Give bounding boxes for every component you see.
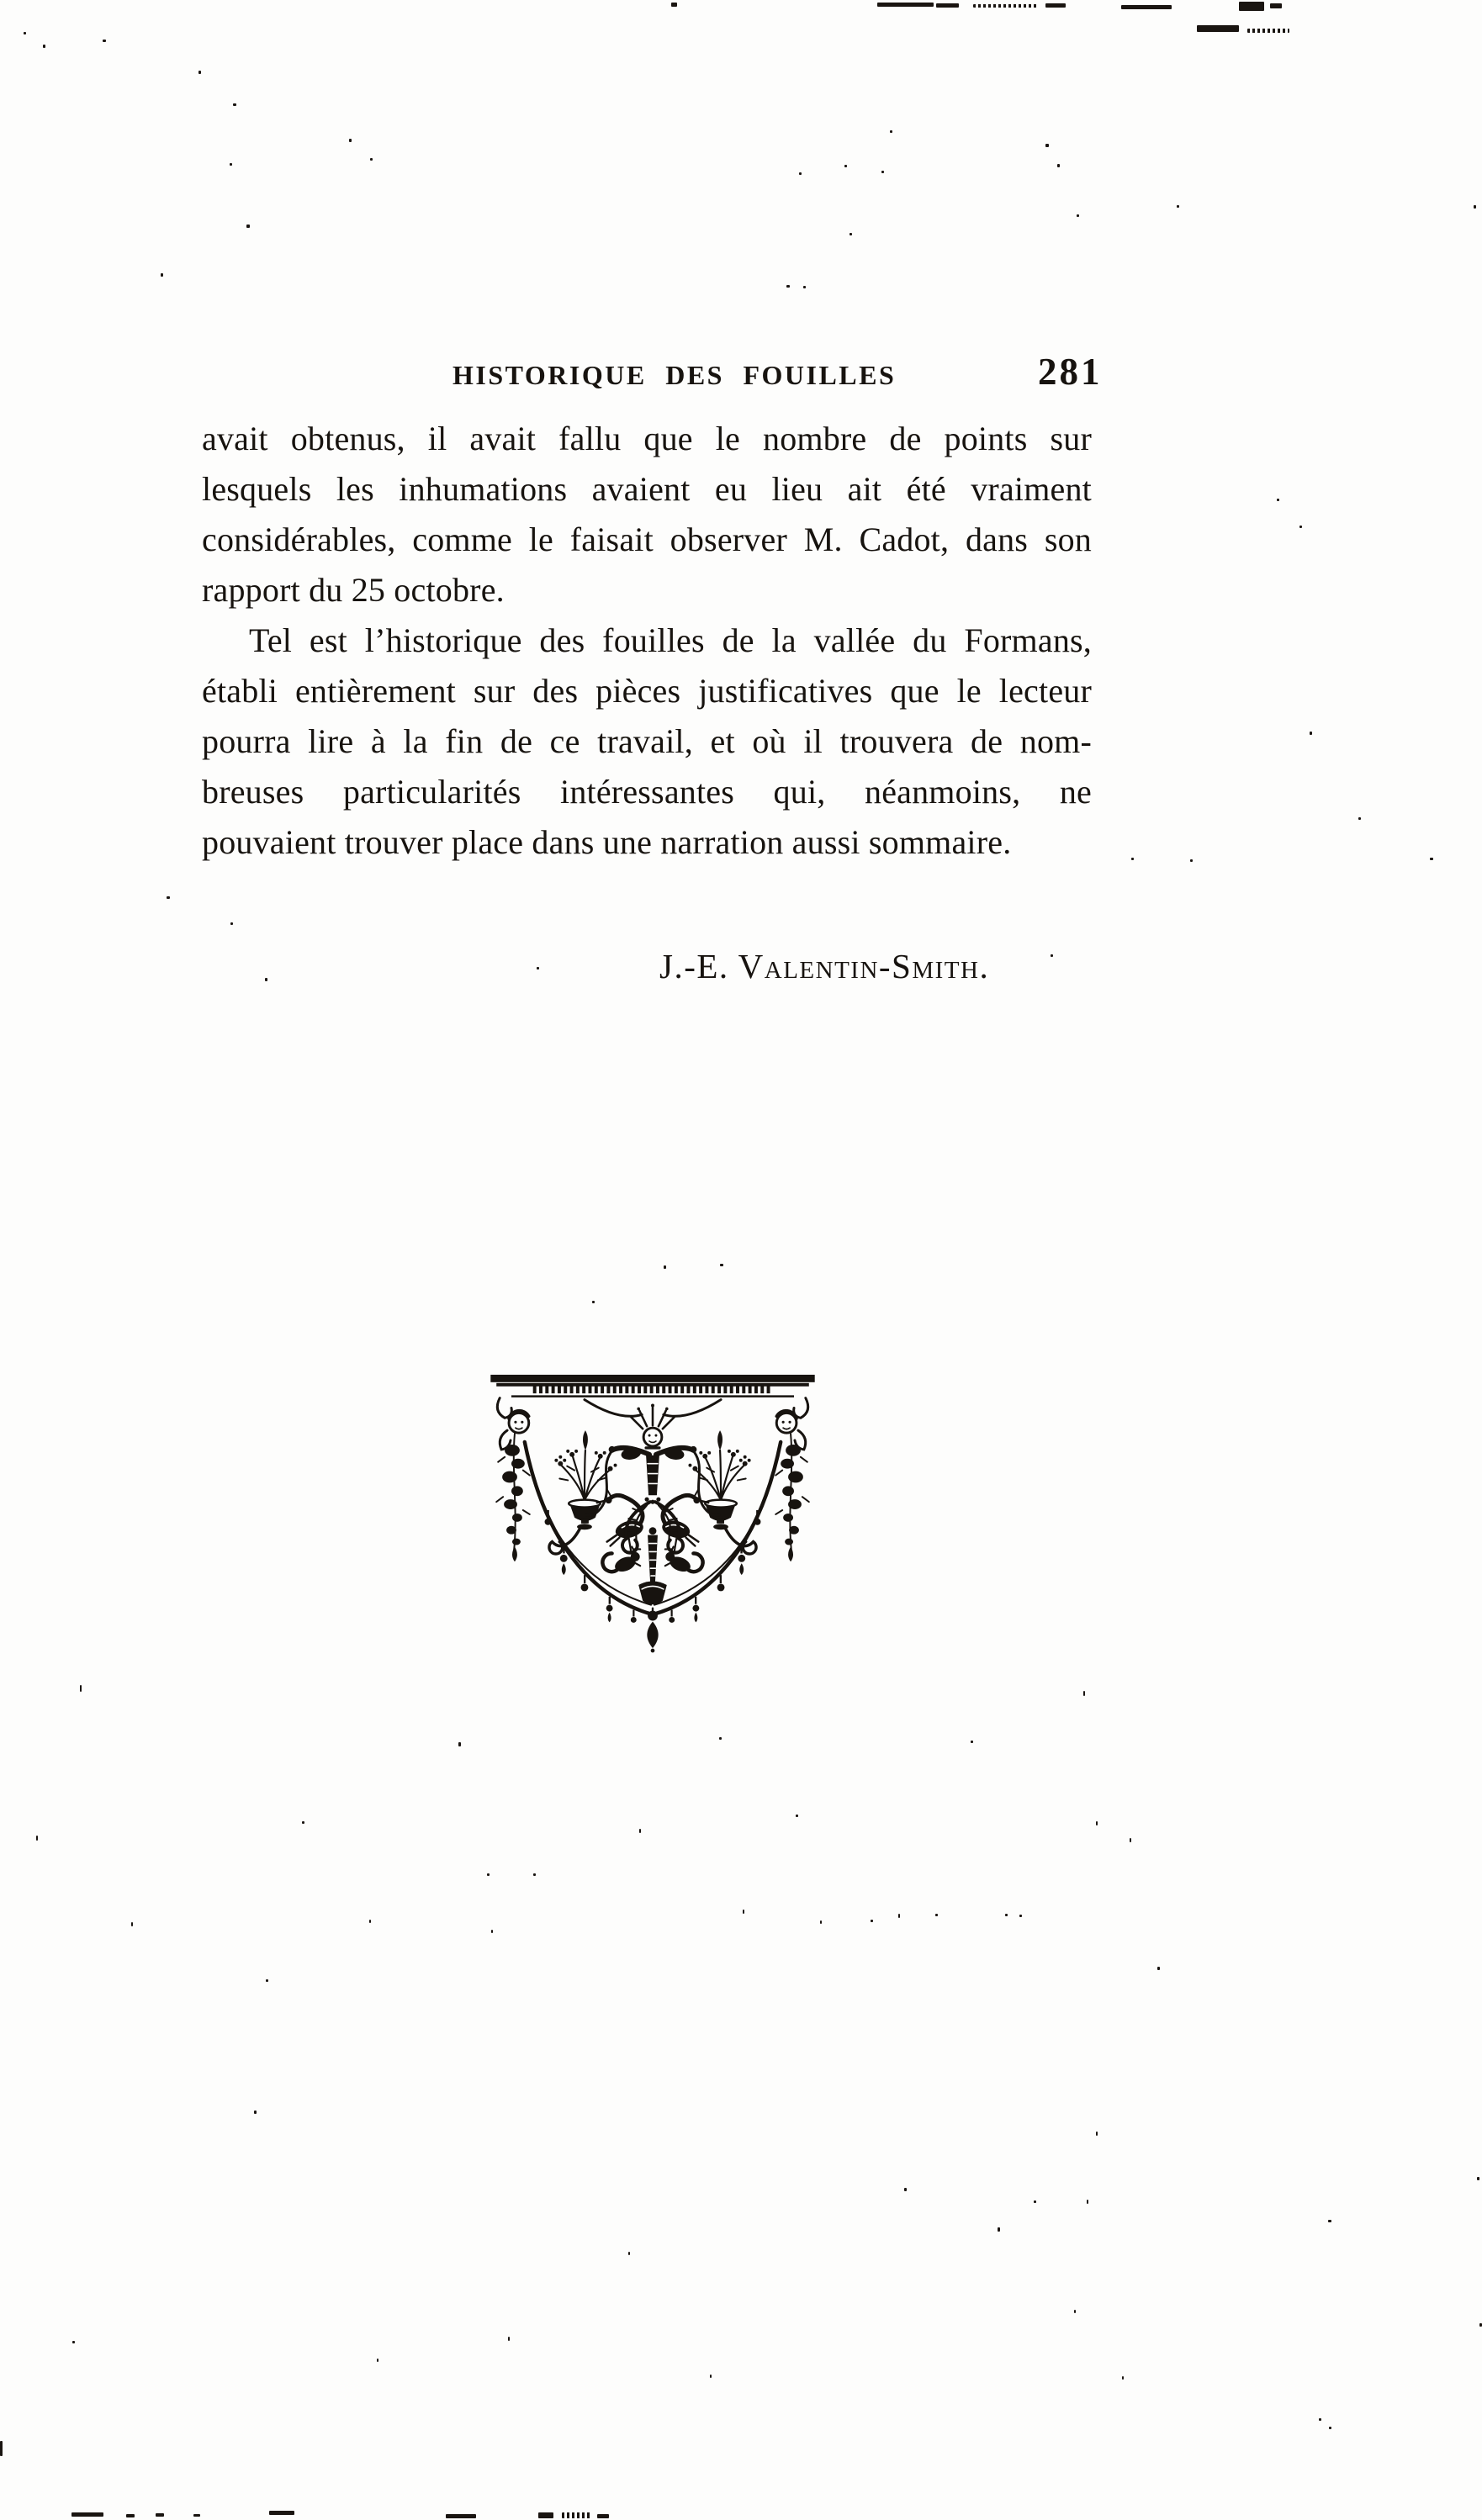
running-title: HISTORIQUE DES FOUILLES (453, 360, 897, 390)
text-line: Tel est l’historique des fouilles de la vallée du Formans, (249, 621, 1092, 659)
pendant-drop (647, 1621, 658, 1648)
scan-speck (720, 1264, 723, 1266)
scan-speck (592, 1301, 595, 1303)
scan-speck (935, 1914, 938, 1916)
scan-speck (639, 1829, 641, 1833)
scan-speck (820, 1920, 822, 1924)
scan-dash (446, 2514, 476, 2518)
scan-speck (904, 2188, 907, 2191)
scan-dash (1121, 5, 1172, 9)
scan-speck (1157, 1967, 1160, 1970)
scan-speck (80, 1685, 82, 1692)
scan-speck (458, 1742, 461, 1746)
scan-speck (1087, 2200, 1088, 2204)
scan-speck (1077, 214, 1079, 217)
scan-speck (131, 1922, 133, 1926)
scan-speck (1083, 1691, 1085, 1696)
text-line: lesquels les inhumations avaient eu lieu ait été vraiment (202, 470, 1092, 508)
scan-speck (265, 978, 267, 981)
scan-dash (973, 4, 1037, 8)
scan-speck (370, 158, 373, 161)
scan-speck (302, 1821, 304, 1824)
scan-speck (1177, 205, 1179, 208)
scan-speck (1358, 817, 1361, 820)
scan-speck (1131, 858, 1134, 860)
scan-dash (877, 3, 934, 7)
scan-speck (254, 2111, 257, 2114)
scan-speck (871, 1920, 873, 1922)
body-text (202, 414, 1092, 868)
tailpiece-ornament-engraving (486, 1371, 819, 1653)
scan-speck (710, 2375, 712, 2378)
scan-speck (167, 896, 170, 899)
page-number: 281 (1038, 351, 1103, 393)
scan-speck (36, 1836, 38, 1841)
scan-speck (1310, 732, 1312, 735)
scan-speck (1430, 858, 1433, 860)
scan-dash (936, 3, 959, 8)
scan-dash (1239, 2, 1264, 11)
scan-speck (1329, 2427, 1331, 2429)
scan-speck (628, 2252, 630, 2255)
scan-dash (1247, 29, 1289, 33)
scan-dash (1197, 25, 1239, 32)
scan-speck (1299, 526, 1302, 528)
scan-speck (487, 1873, 490, 1876)
scan-dash (1270, 3, 1282, 8)
scan-speck (1277, 499, 1279, 501)
text-line: pouvaient trouver place dans une narration aussi sommaire. (202, 823, 1012, 861)
scan-speck (508, 2337, 510, 2341)
text-line: breuses particularités intéressantes qui, néanmoins, ne (202, 773, 1092, 811)
scan-speck (1057, 164, 1060, 167)
scan-speck (786, 285, 790, 288)
scan-speck (998, 2227, 1000, 2232)
scan-dash (538, 2512, 553, 2518)
scan-speck (1328, 2220, 1331, 2222)
scan-speck (266, 1979, 268, 1982)
scan-speck (72, 2341, 75, 2343)
scan-speck (664, 1265, 666, 1269)
scan-speck (1122, 2376, 1124, 2380)
scan-speck (1019, 1915, 1022, 1917)
text-line: établi entièrement sur des pièces justificatives que le lecteur (202, 672, 1092, 710)
scan-speck (881, 171, 884, 173)
text-line: considérables, comme le faisait observer M. Cadot, dans son (202, 520, 1092, 558)
scan-speck (1319, 2418, 1321, 2421)
scan-speck (971, 1741, 973, 1743)
scan-dash (156, 2513, 164, 2517)
scan-speck (103, 40, 106, 42)
scan-speck (719, 1737, 722, 1740)
paragraph-1 (202, 414, 1092, 615)
scan-speck (369, 1920, 371, 1923)
scan-speck (850, 233, 852, 235)
scan-speck (796, 1815, 798, 1817)
scan-dash (0, 2441, 3, 2456)
scan-speck (230, 922, 233, 925)
author-signature: J.-E. Valentin-Smith. (659, 947, 990, 985)
scan-dash (562, 2512, 590, 2518)
scan-speck (198, 71, 201, 74)
scan-speck (230, 163, 232, 166)
scan-speck (1074, 2310, 1076, 2313)
scan-speck (1051, 954, 1053, 957)
text-line: rapport du 25 octobre. (202, 571, 505, 609)
scan-speck (349, 139, 352, 142)
scan-speck (246, 225, 250, 228)
scan-speck (1005, 1914, 1008, 1916)
scan-speck (161, 273, 163, 277)
scan-dash (126, 2514, 135, 2517)
scan-speck (1477, 2177, 1479, 2180)
scan-speck (1096, 2132, 1098, 2136)
text-line: pourra lire à la fin de ce travail, et où il trouvera de nom- (202, 722, 1092, 760)
text-line: avait obtenus, il avait fallu que le nombre de points sur (202, 420, 1092, 457)
scan-speck (890, 130, 892, 133)
scan-speck (537, 967, 539, 969)
paragraph-2 (202, 615, 1092, 868)
scan-speck (533, 1873, 536, 1876)
scan-dash (269, 2511, 294, 2515)
pendant-cup (638, 1582, 667, 1605)
scan-speck (799, 172, 802, 175)
scan-speck (1130, 1838, 1131, 1842)
scan-dash (597, 2514, 609, 2518)
scan-speck (898, 1914, 900, 1918)
scan-speck (43, 45, 45, 48)
scan-speck (24, 32, 26, 34)
scan-speck (1034, 2200, 1036, 2203)
scan-speck (1190, 859, 1193, 862)
scan-dash (1045, 3, 1066, 8)
scan-dash (71, 2512, 103, 2517)
scan-speck (233, 103, 236, 106)
scan-speck (1045, 144, 1049, 147)
scan-dash (671, 3, 677, 7)
scan-speck (377, 2359, 378, 2362)
scan-dash (193, 2514, 200, 2517)
scan-speck (844, 165, 847, 167)
pendant-knop (648, 1611, 658, 1621)
scan-speck (1474, 205, 1476, 209)
scan-speck (1096, 1821, 1098, 1825)
scan-speck (743, 1910, 744, 1914)
scan-speck (491, 1930, 493, 1933)
cornice (490, 1375, 814, 1397)
scan-speck (803, 286, 806, 288)
